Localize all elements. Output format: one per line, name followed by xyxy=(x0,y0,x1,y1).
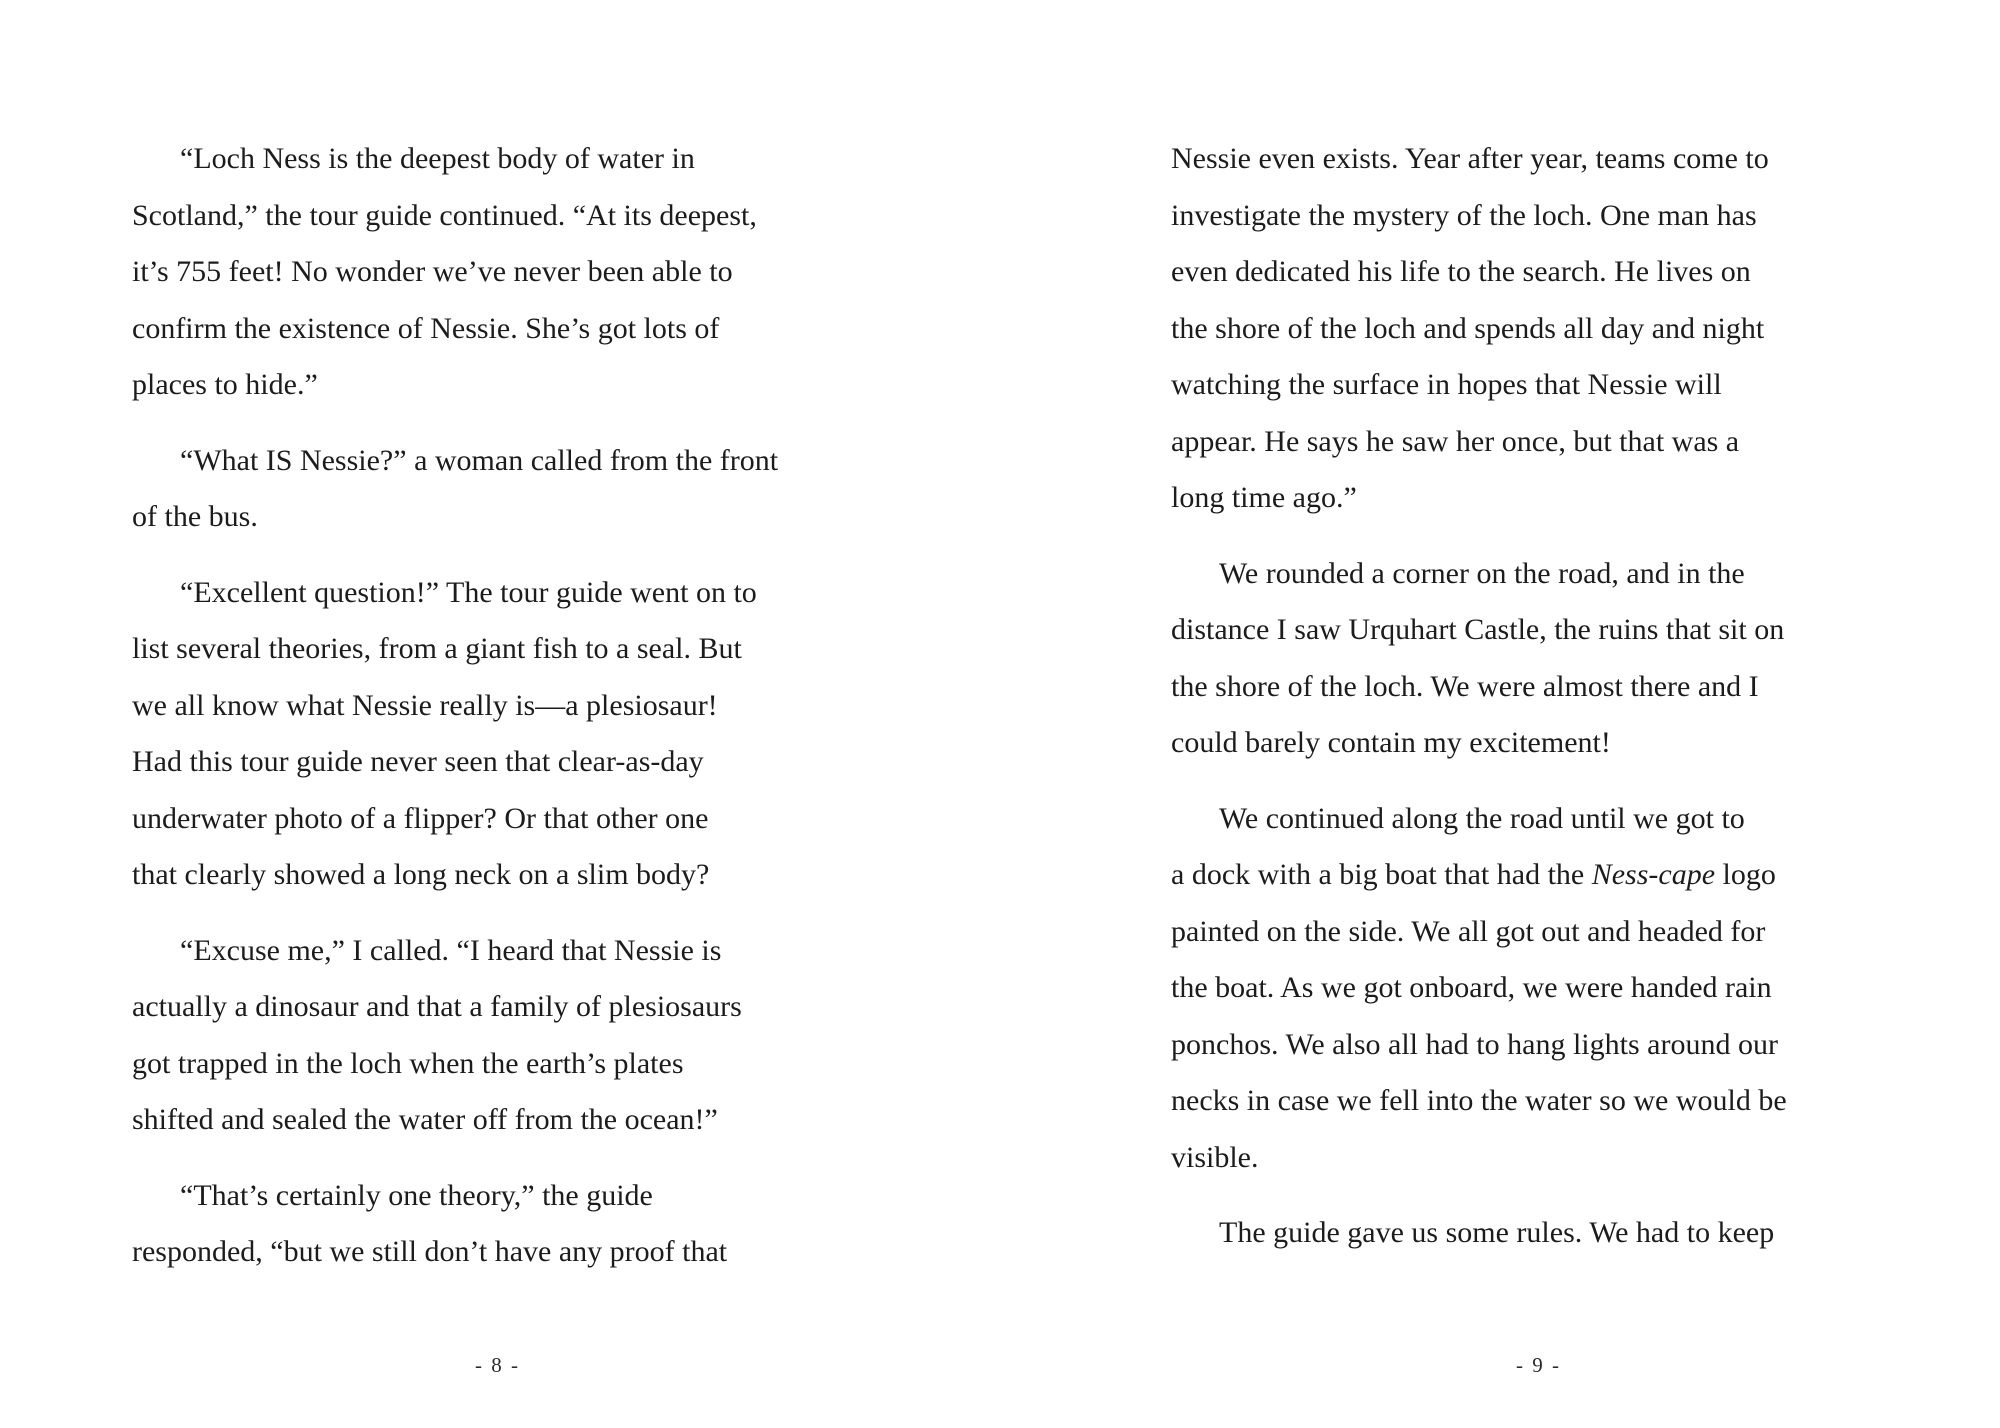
paragraph xyxy=(1171,791,1901,1187)
text-line: we all know what Nessie really is—a plesiosaur! xyxy=(132,688,718,722)
text-line xyxy=(1171,847,1901,904)
paragraph xyxy=(1171,1205,1901,1262)
page-number-right: - 9 - xyxy=(1516,1353,1561,1377)
text-line: even dedicated his life to the search. He lives on xyxy=(1171,255,1751,288)
boat-logo-name: Ness-cape xyxy=(1591,858,1716,891)
paragraph xyxy=(132,433,862,546)
paragraph xyxy=(132,131,862,414)
text-line: necks in case we fell into the water so we would be xyxy=(1171,1084,1787,1117)
text-line: responded, “but we still don’t have any proof that xyxy=(132,1235,728,1268)
paragraph xyxy=(132,1168,862,1281)
text-line: The guide gave us some rules. We had to keep xyxy=(1219,1216,1775,1249)
left-page xyxy=(132,131,862,1300)
text-line: long time ago.” xyxy=(1171,481,1357,514)
text-line: underwater photo of a flipper? Or that other one xyxy=(132,801,709,835)
text-line: got trapped in the loch when the earth’s plates xyxy=(132,1046,684,1080)
text-line: shifted and sealed the water off from the ocean!” xyxy=(132,1103,718,1136)
page-number-left: - 8 - xyxy=(475,1353,520,1377)
text-line: it’s 755 feet! No wonder we’ve never been able to xyxy=(132,255,733,288)
text-line: “Excuse me,” I called. “I heard that Nessie is xyxy=(180,933,722,967)
text-line: “Loch Ness is the deepest body of water in xyxy=(180,142,695,175)
text-line: watching the surface in hopes that Nessie will xyxy=(1171,368,1722,401)
text-line: Scotland,” the tour guide continued. “At its deepest, xyxy=(132,198,757,232)
text-line: painted on the side. We all got out and headed for xyxy=(1171,914,1766,948)
paragraph xyxy=(1171,131,1901,527)
text-line: places to hide.” xyxy=(132,368,318,401)
paragraph xyxy=(132,565,862,904)
text-line: investigate the mystery of the loch. One man has xyxy=(1171,198,1757,232)
text-line: actually a dinosaur and that a family of plesiosaurs xyxy=(132,990,742,1023)
text-line: the shore of the loch and spends all day and night xyxy=(1171,311,1765,345)
text-line: the shore of the loch. We were almost there and I xyxy=(1171,669,1759,703)
text-line: Had this tour guide never seen that clear-as-day xyxy=(132,745,704,778)
text-line: We rounded a corner on the road, and in the xyxy=(1219,556,1745,590)
paragraph xyxy=(1171,546,1901,772)
text-line: of the bus. xyxy=(132,500,258,533)
text-line: list several theories, from a giant fish to a seal. But xyxy=(132,632,742,665)
text-run: a dock with a big boat that had the xyxy=(1171,858,1592,891)
text-line: ponchos. We also all had to hang lights around our xyxy=(1171,1027,1778,1061)
text-line: “Excellent question!” The tour guide went on to xyxy=(180,575,757,609)
text-line: distance I saw Urquhart Castle, the ruins that sit on xyxy=(1171,613,1785,646)
text-run: logo xyxy=(1715,858,1776,891)
text-line: could barely contain my excitement! xyxy=(1171,726,1611,759)
text-line: visible. xyxy=(1171,1140,1259,1174)
right-page xyxy=(1171,131,1901,1281)
text-line: Nessie even exists. Year after year, teams come to xyxy=(1171,142,1769,175)
text-line: that clearly showed a long neck on a slim body? xyxy=(132,858,710,891)
text-line: the boat. As we got onboard, we were handed rain xyxy=(1171,971,1772,1004)
text-line: “That’s certainly one theory,” the guide xyxy=(180,1178,653,1212)
text-line: “What IS Nessie?” a woman called from the front xyxy=(180,443,779,477)
text-line: confirm the existence of Nessie. She’s got lots of xyxy=(132,311,720,345)
text-line: We continued along the road until we got to xyxy=(1219,801,1745,835)
paragraph xyxy=(132,923,862,1149)
text-line: appear. He says he saw her once, but that was a xyxy=(1171,424,1740,458)
